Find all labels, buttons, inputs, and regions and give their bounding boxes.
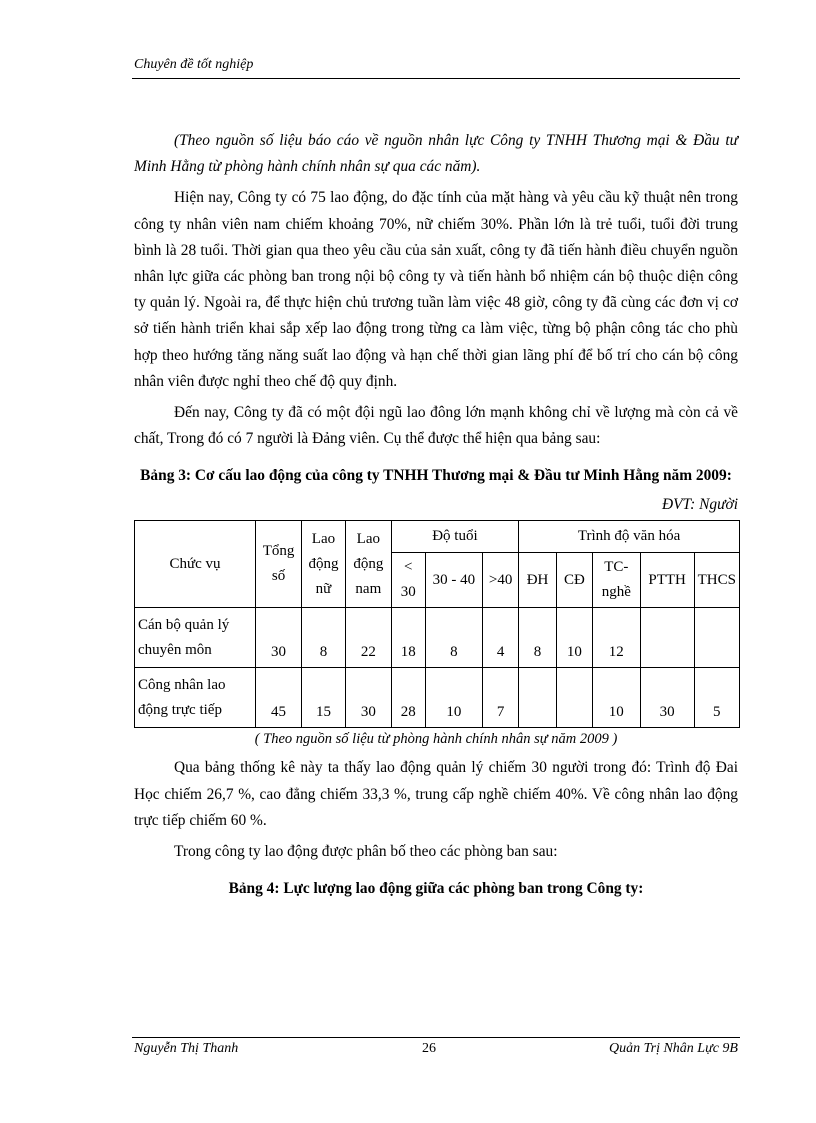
th-age-30-40: 30 - 40 [425, 553, 483, 608]
cell-age-30-40: 10 [425, 668, 483, 728]
cell-total: 45 [256, 668, 302, 728]
th-vocational: TC-nghề [592, 553, 640, 608]
th-age-group: Độ tuổi [391, 521, 518, 553]
cell-age-under-30: 18 [391, 608, 425, 668]
th-high-school: PTTH [640, 553, 694, 608]
cell-position: Công nhân lao động trực tiếp [135, 668, 256, 728]
cell-middle-school: 5 [694, 668, 739, 728]
cell-age-over-40: 7 [483, 668, 519, 728]
source-note: (Theo nguồn số liệu báo cáo về nguồn nhân lực Công ty TNHH Thương mại & Đầu tư Minh Hằng từ phòng hành chính nhân sự qua các năm). [134, 132, 738, 176]
header-rule [132, 78, 740, 79]
cell-total: 30 [256, 608, 302, 668]
cell-middle-school [694, 608, 739, 668]
page-number: 26 [422, 1041, 436, 1056]
table-row [135, 608, 740, 668]
th-middle-school: THCS [694, 553, 739, 608]
cell-age-over-40: 4 [483, 608, 519, 668]
running-header: Chuyên đề tốt nghiệp [134, 57, 254, 72]
cell-vocational: 10 [592, 668, 640, 728]
cell-female: 15 [302, 668, 346, 728]
cell-position: Cán bộ quản lý chuyên môn [135, 608, 256, 668]
cell-high-school: 30 [640, 668, 694, 728]
cell-age-30-40: 8 [425, 608, 483, 668]
th-female: Lao động nữ [302, 521, 346, 608]
cell-male: 22 [345, 608, 391, 668]
cell-female: 8 [302, 608, 346, 668]
paragraph-team: Đến nay, Công ty đã có một đội ngũ lao đông lớn mạnh không chỉ về lượng mà còn cả về chất, Trong đó có 7 người là Đảng viên. Cụ thể được thể hiện qua bảng sau: [134, 404, 738, 448]
footer-rule [132, 1037, 740, 1038]
th-position: Chức vụ [135, 521, 256, 608]
footer-course: Quản Trị Nhân Lực 9B [609, 1041, 738, 1056]
paragraph-departments: Trong công ty lao động được phân bố theo các phòng ban sau: [174, 843, 558, 861]
labor-structure-table [134, 520, 740, 728]
cell-university: 8 [519, 608, 557, 668]
cell-high-school [640, 608, 694, 668]
th-age-over-40: >40 [483, 553, 519, 608]
th-education-group: Trình độ văn hóa [519, 521, 740, 553]
page-footer [134, 1041, 738, 1061]
th-college: CĐ [556, 553, 592, 608]
th-university: ĐH [519, 553, 557, 608]
th-age-under-30: < 30 [391, 553, 425, 608]
cell-age-under-30: 28 [391, 668, 425, 728]
paragraph-workforce: Hiện nay, Công ty có 75 lao động, do đặc tính của mặt hàng và yêu cầu kỹ thuật nên trong công ty nhân viên nam chiếm khoảng 70%, nữ chiếm 30%. Phần lớn là trẻ tuổi, tuổi đời trung bình là 28 tuổi. Thời gian qua theo yêu cầu của sản xuất, công ty đã tiến hành điều chuyển nguồn nhân lực giữa các phòng ban trong nội bộ công ty và tiến hành bổ nhiệm cán bộ thuộc diện công ty quản lý. Ngoài ra, để thực hiện chủ trương tuần làm việc 48 giờ, công ty đã cùng các đơn vị cơ sở tiến hành triển khai sắp xếp lao động trong từng ca làm việc, từng bộ phận công tác cho phù hợp theo hướng tăng năng suất lao động và hạn chế thời gian lãng phí để bố trí cho cán bộ công nhân viên được nghỉ theo chế độ quy định. [134, 189, 738, 390]
table4-title: Bảng 4: Lực lượng lao động giữa các phòng ban trong Công ty: [228, 880, 644, 898]
cell-university [519, 668, 557, 728]
th-total: Tổng số [256, 521, 302, 608]
cell-vocational: 12 [592, 608, 640, 668]
footer-author: Nguyễn Thị Thanh [134, 1041, 239, 1056]
cell-male: 30 [345, 668, 391, 728]
table-header-row [135, 521, 740, 553]
table-row [135, 668, 740, 728]
table3-unit: ĐVT: Người [661, 496, 738, 514]
table3-title: Bảng 3: Cơ cấu lao động của công ty TNHH Thương mại & Đầu tư Minh Hằng năm 2009: [140, 467, 732, 485]
cell-college: 10 [556, 608, 592, 668]
table3-source: ( Theo nguồn số liệu từ phòng hành chính nhân sự năm 2009 ) [254, 731, 618, 748]
cell-college [556, 668, 592, 728]
th-male: Lao động nam [345, 521, 391, 608]
paragraph-analysis: Qua bảng thống kê này ta thấy lao động quản lý chiếm 30 người trong đó: Trình độ Đai Học chiếm 26,7 %, cao đẳng chiếm 33,3 %, trung cấp nghề chiếm 40%. Về công nhân lao động trực tiếp chiếm 60 %. [134, 759, 738, 829]
page-content [134, 128, 738, 903]
